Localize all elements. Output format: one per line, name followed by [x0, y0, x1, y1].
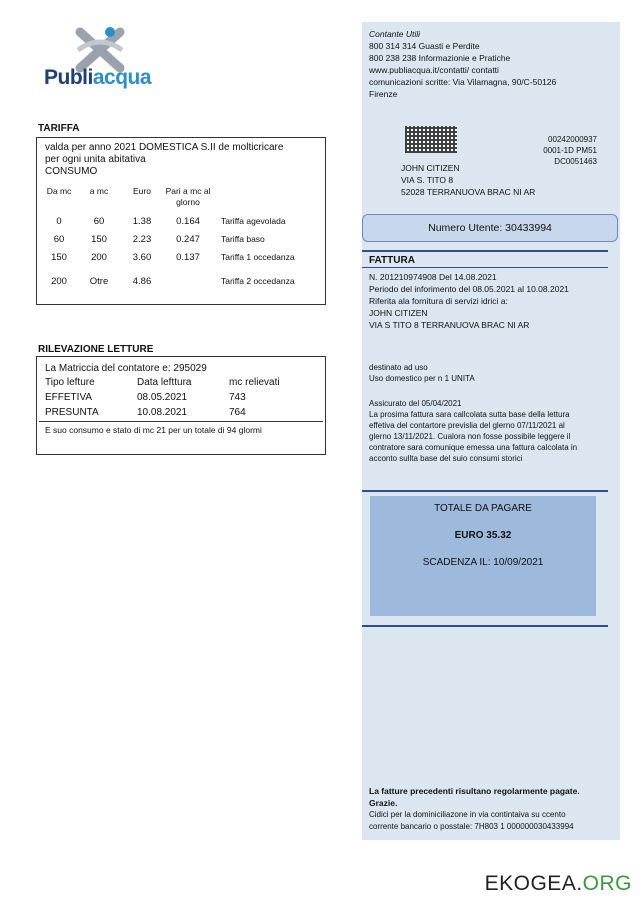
logo-part-1: Publi — [44, 66, 93, 89]
cell: Tariffa 1 occedanza — [221, 252, 295, 262]
assicurato-line: effetiva del contartore previslia del glerno 07/11/2021 al — [369, 421, 565, 430]
numero-utente: Numero Utente: 30433994 — [362, 214, 618, 242]
ril-row-2-mc: 764 — [229, 407, 246, 418]
tariffa-line-3: CONSUMO — [45, 166, 98, 177]
rilevazione-title: RILEVAZIONE LETTURE — [38, 344, 154, 355]
fattura-rule-2 — [362, 267, 608, 268]
cell: 3.60 — [132, 252, 152, 263]
contatti-line: Firenze — [369, 89, 398, 99]
cell: Tariffa baso — [221, 234, 265, 244]
contatti-line: www.publiacqua.it/contatti/ contatti — [369, 65, 499, 75]
ril-col-data: Data lefttura — [137, 377, 192, 388]
footer-note — [369, 786, 580, 832]
tariffa-title: TARIFFA — [38, 123, 80, 134]
col-pari: Pari a mc al glorno — [165, 186, 211, 207]
logo-part-2: acqua — [92, 66, 152, 89]
footer-bold-2: Grazie. — [369, 797, 398, 808]
code-line: DC0051463 — [554, 157, 597, 166]
fattura-rule — [362, 250, 608, 252]
contatti-title: Contante Utili — [369, 29, 421, 39]
tariffa-line-1: valda per anno 2021 DOMESTICA S.II de molticricare — [45, 142, 284, 153]
consumo-footer: E suo consumo e stato di mc 21 per un totale di 94 glormi — [45, 425, 262, 435]
cell: 200 — [51, 276, 67, 287]
cell: 2.23 — [132, 234, 152, 245]
cell: 1.38 — [132, 216, 152, 227]
cell: Tariffa agevolada — [221, 216, 286, 226]
uso-line: Uso domestico per n 1 UNITA — [369, 374, 475, 383]
table-row — [41, 214, 313, 232]
table-row — [41, 274, 313, 298]
footer-bold-1: La fatture precedenti risultano regolarmente pagate. — [369, 786, 580, 796]
tariffa-box — [36, 137, 326, 305]
uso-line: destinato ad uso — [369, 363, 428, 372]
code-line: 0001-1D PM51 — [543, 146, 597, 155]
total-rule-top — [362, 490, 608, 492]
totale-box — [370, 496, 596, 616]
matricola: La Matriccia del contatore e: 295029 — [45, 363, 207, 374]
contatti-line: 800 314 314 Guasti e Perdite — [369, 41, 480, 51]
assicurato-line: glerno 13/11/2021. Cualora non fosse possibile leggere il — [369, 432, 571, 441]
contatti-line: 800 238 238 Informazionie e Pratiche — [369, 53, 511, 63]
cell: 0.164 — [176, 216, 200, 227]
contatti-line: comunicazioni scritte: Via Vilamagna, 90/C-50126 — [369, 77, 557, 87]
address-line: VIA S. TITO 8 — [401, 175, 454, 185]
table-row — [41, 232, 313, 250]
fattura-line: VIA S TITO 8 TERRANUOVA BRAC NI AR — [369, 320, 530, 330]
cell: 0.247 — [176, 234, 200, 245]
cell — [163, 274, 213, 298]
fattura-line: Riferita ala fornitura di servizi idrici a: — [369, 296, 508, 306]
ril-col-mc: mc relievati — [229, 377, 280, 388]
address-line: 52028 TERRANUOVA BRAC NI AR — [401, 187, 536, 197]
cell: 0.137 — [176, 252, 200, 263]
ril-col-tipo: Tipo lefture — [45, 377, 95, 388]
tariffa-table — [41, 186, 313, 298]
brand-part-1: EKOGEA. — [484, 872, 583, 895]
cell: 150 — [91, 234, 107, 245]
cell: 60 — [53, 234, 65, 245]
contatti-block — [369, 28, 556, 100]
ril-row-2-data: 10.08.2021 — [137, 407, 188, 418]
assicurato-line: contratore sara comunique emessa una fattura calcolata in — [369, 443, 578, 452]
assicurato-line: acconto sullta base del suio consumi storici — [369, 454, 523, 463]
ril-row-1-data: 08.05.2021 — [137, 392, 188, 403]
uso-block — [369, 362, 475, 384]
fattura-details — [369, 271, 569, 331]
fattura-title: FATTURA — [369, 255, 415, 266]
fattura-line: N. 201210974908 Del 14.08.2021 — [369, 272, 497, 282]
ril-row-2-tipo: PRESUNTA — [45, 407, 99, 418]
totale-amount: EURO 35.32 — [454, 530, 512, 541]
tariffa-line-2: per ogni unita abitativa — [45, 154, 146, 165]
scadenza: SCADENZA IL: 10/09/2021 — [422, 557, 544, 568]
cell: 200 — [91, 252, 107, 263]
ril-row-1-tipo: EFFETIVA — [45, 392, 93, 403]
col-da-mc: Da mc — [46, 186, 72, 196]
tariffa-header — [45, 142, 315, 178]
code-line: 00242000937 — [548, 135, 597, 144]
publiacqua-logo-text — [44, 66, 151, 90]
assicurato-block — [369, 398, 577, 464]
cell: 4.86 — [132, 276, 152, 287]
ekogea-watermark — [485, 872, 632, 896]
table-row — [41, 250, 313, 274]
col-a-mc: a mc — [89, 186, 109, 196]
ril-row-1-mc: 743 — [229, 392, 246, 403]
datamatrix-code — [405, 126, 457, 153]
footer-line-2: corrente bancario o posstale: 7H803 1 000000030433994 — [369, 821, 574, 831]
assicurato-line: Assicurato del 05/04/2021 — [369, 399, 462, 408]
total-rule-bottom — [362, 625, 608, 627]
address-line: JOHN CITIZEN — [401, 163, 460, 173]
cell: Tariffa 2 occedanza — [221, 276, 295, 286]
assicurato-line: La prosima fattura sara callcolata sutta base della lettura — [369, 410, 570, 419]
totale-label: TOTALE DA PAGARE — [434, 503, 532, 514]
divider — [39, 421, 323, 422]
tariffa-table-header — [41, 186, 313, 214]
col-euro: Euro — [133, 186, 151, 196]
cell: 0 — [56, 216, 62, 227]
recipient-address — [401, 162, 535, 198]
cell: 150 — [51, 252, 67, 263]
cell: 60 — [93, 216, 105, 227]
footer-line-1: Cidici per la dominiciliazone in via contintaiva su ccento — [369, 810, 566, 819]
cell: Otre — [89, 276, 109, 287]
fattura-line: Periodo del inforimento del 08.05.2021 al 10.08.2021 — [369, 284, 569, 294]
fattura-line: JOHN CITIZEN — [369, 308, 428, 318]
brand-part-2: ORG — [582, 872, 632, 895]
rilevazione-box — [36, 356, 326, 455]
